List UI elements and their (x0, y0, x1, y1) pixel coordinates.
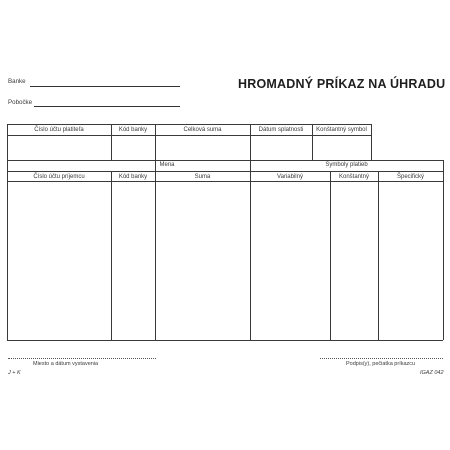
bottom-table-col-divider (111, 171, 112, 340)
bottom-table-col-divider (155, 171, 156, 340)
top-table-top-border (7, 124, 371, 125)
currency-label: Mena (159, 162, 175, 168)
payee-account-header: Číslo účtu príjemcu (33, 174, 85, 180)
total-amount-header: Celková suma (183, 127, 222, 133)
bottom-table-right-border (443, 171, 444, 340)
top-table-right-border (371, 124, 372, 160)
top-table-header-divider (7, 135, 371, 136)
constant-symbol-header: Konštantný symbol (316, 127, 367, 133)
middle-row-right-border (443, 160, 444, 171)
middle-row-top-border (155, 160, 443, 161)
bottom-table-left-border (7, 160, 8, 340)
bank-field[interactable] (30, 86, 180, 87)
payment-symbols-label: Symboly platieb (325, 162, 368, 168)
amount-header: Suma (194, 174, 211, 180)
form-title: HROMADNÝ PRÍKAZ NA ÚHRADU (238, 77, 446, 91)
variable-symbol-header: Variabilný (277, 174, 303, 180)
payer-account-header: Číslo účtu platiteľa (34, 127, 84, 133)
printer-initials: J + K (8, 370, 21, 376)
place-date-label: Miesto a dátum vystavenia (33, 361, 99, 367)
bank-code-header: Kód banky (118, 127, 148, 133)
due-date-header: Dátum splatnosti (258, 127, 304, 133)
bottom-table-col-divider (330, 171, 331, 340)
bank-label: Banke (8, 78, 26, 85)
form-code: IGAZ 042 (420, 370, 444, 376)
signature-label: Podpis(y), pečiatka príkazcu (346, 361, 416, 367)
branch-field[interactable] (34, 106, 180, 107)
signature-field[interactable] (320, 358, 443, 359)
bottom-table-col-divider (250, 171, 251, 340)
constant-symbol-col-header: Konštantný (338, 174, 370, 180)
place-date-field[interactable] (8, 358, 156, 359)
payee-bank-code-header: Kód banky (118, 174, 148, 180)
bottom-table-bottom-border (7, 340, 443, 341)
bottom-table-col-divider (378, 171, 379, 340)
specific-symbol-header: Špecifický (396, 174, 424, 180)
branch-label: Pobočke (8, 99, 33, 106)
